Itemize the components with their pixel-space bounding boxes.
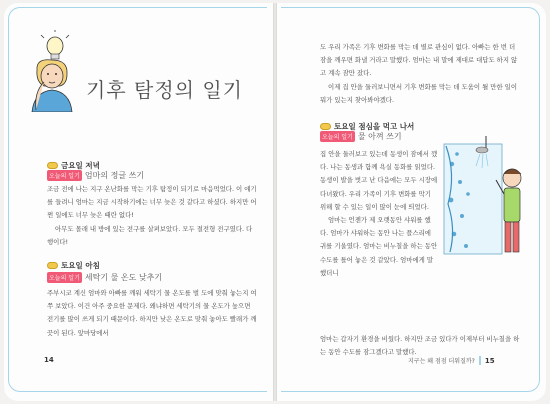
- diary-tag: 오늘의 일기: [47, 170, 82, 181]
- diary-tag: 오늘의 일기: [320, 131, 355, 142]
- page-title: 기후 탐정의 일기: [86, 78, 243, 102]
- section-subtitle-row: [47, 272, 162, 283]
- section-subtitle-row: [47, 170, 144, 181]
- footer-divider: [479, 356, 481, 365]
- lightbulb-icon: [41, 30, 69, 59]
- diary-tag: 오늘의 일기: [47, 272, 82, 283]
- cloud-icon: [47, 162, 58, 169]
- paragraph: 엄마는 언젠가 제 오랫동안 샤워를 했다. 엄마가 샤워하는 동안 나는 플스리에 귀를 기울였다. 엄마는 비누칠을 하는 동안 수도를 틀어 놓은 것 같았다. 엄마에게 말했더니: [320, 216, 438, 277]
- section-heading-friday: 금요일 저녁: [47, 160, 100, 171]
- body-text-continued: [320, 41, 520, 107]
- body-text-lunch: [320, 148, 438, 280]
- paragraph: 엄마는 갑자기 환경을 비웠다. 하지만 조금 있다가 이제부터 비누칠을 하는 동안 수도를 잠그겠다고 말했다.: [320, 335, 520, 357]
- section-subtitle-row: [320, 131, 402, 142]
- section-subtitle: 세탁기 물 온도 낮추기: [84, 273, 163, 282]
- shower-illustration: [442, 134, 530, 264]
- paragraph: 아무도 몰래 내 방에 있는 전구를 살펴보았다. 모두 절전형 전구였다. 다행이다!: [47, 224, 253, 246]
- running-head: 지구는 왜 점점 더워질까?: [408, 358, 475, 365]
- section-heading-lunch: 토요일 점심을 먹고 나서: [320, 121, 414, 132]
- paragraph: 집 안을 둘러보고 있는데 동생이 잠에서 깼다. 나는 동생과 함께 욕실 동화를 읽었다. 동생이 발을 벗고 난 다음에는 모두 시장에 다녀왔다. 우리 가족이 기후 변화를 막기 위해 할 수 있는 일이 많이 눈에 띄었다.: [320, 150, 438, 211]
- section-subtitle: 엄마의 정글 쓰기: [84, 171, 145, 180]
- section-heading-saturday: 토요일 아침: [47, 260, 100, 271]
- page-number-right: 15: [484, 356, 495, 365]
- paragraph: 주부시코 계신 엄마와 아빠를 깨워 세탁기 물 온도를 벌 도에 맞춰 놓는지 여쭈 보았다. 이건 아주 중요한 문제다. 왜냐하면 세탁기의 물 온도가 높으면 전기를 많이 쓰게 되기 때문이다. 하지만 낮은 온도로 맞춰 놓아도 빨래가 깨끗이 된다. 앞마당에서: [47, 289, 257, 337]
- thinking-girl-illustration: [22, 30, 82, 112]
- paragraph: 도 우리 가족은 기후 변화를 막는 데 별로 관심이 없다. 아빠는 한 번 더 잠을 깨우면 화낼 거라고 말했다. 엄마는 내 말에 제대로 대답도 하지 않고 계속 잠만 잤다.: [320, 43, 518, 78]
- page-number-left: 14: [44, 356, 54, 364]
- section-subtitle: 물 아껴 쓰기: [357, 132, 402, 141]
- paragraph: 이제 집 안을 둘러보니면서 기후 변화를 막는 데 도움이 될 만한 일이 뭐가 있는지 찾아봐야겠다.: [320, 82, 518, 104]
- cloud-icon: [320, 123, 331, 130]
- book-gutter: [273, 3, 277, 401]
- paragraph: 조금 전에 나는 지구 온난화를 막는 기후 탐정이 되기로 마음먹었다. 이 얘기를 들려니 엄마는 지금 시작하기에는 너무 늦은 것 같다고 하셨다. 하지만 어쩐 일에도 너무 늦은 때란 없다!: [47, 185, 257, 220]
- page-footer-right: [408, 356, 495, 365]
- body-text-friday: [47, 183, 257, 249]
- body-text-saturday: [47, 287, 257, 340]
- cloud-icon: [47, 262, 58, 269]
